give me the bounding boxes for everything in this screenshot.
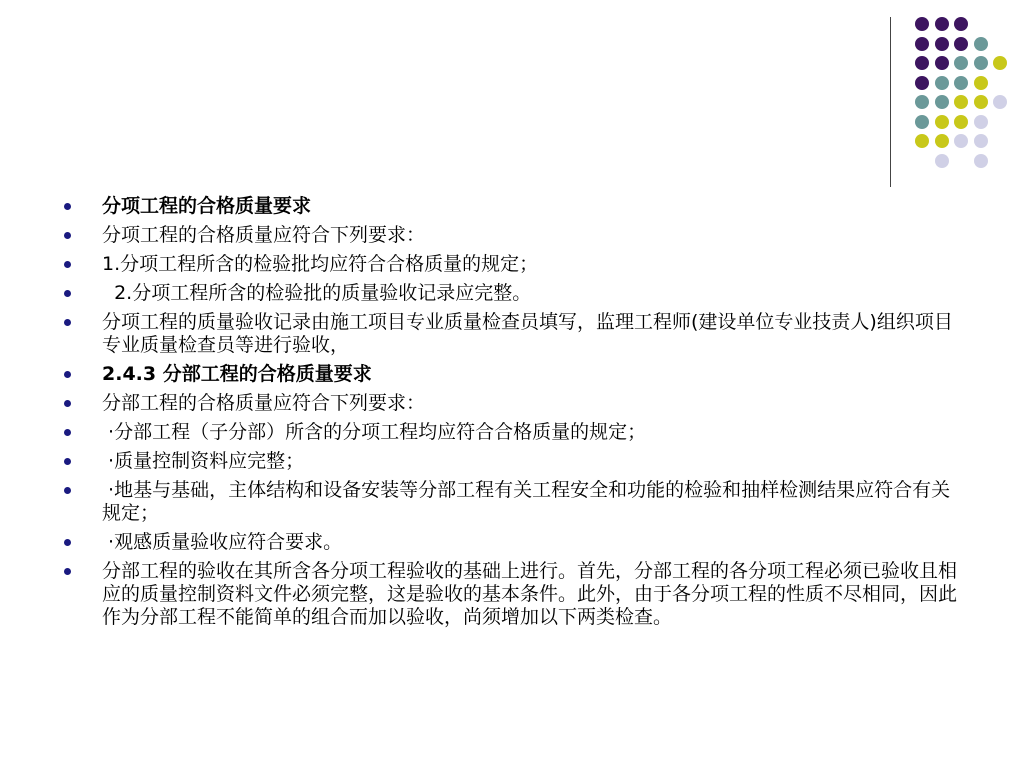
bullet-heading-text: 分项工程的合格质量要求 xyxy=(102,195,312,217)
bullet-text: 1.分项工程所含的检验批均应符合合格质量的规定； xyxy=(102,253,539,275)
bullet-item xyxy=(64,224,964,247)
decorative-dot xyxy=(974,56,988,70)
decorative-dot xyxy=(974,95,988,109)
decorative-dot xyxy=(915,17,929,31)
decorative-dot xyxy=(915,37,929,51)
bullet-text: ·地基与基础，主体结构和设备安装等分部工程有关工程安全和功能的检验和抽样检测结果应符合有关规定； xyxy=(102,479,951,524)
decorative-dot xyxy=(935,134,949,148)
bullet-text: ·质量控制资料应完整； xyxy=(102,450,305,472)
decorative-dot xyxy=(935,95,949,109)
bullet-text: 分部工程的验收在其所含各分项工程验收的基础上进行。首先，分部工程的各分项工程必须已验收且相应的质量控制资料文件必须完整，这是验收的基本条件。此外，由于各分项工程的性质不尽相同，因此作为分部工程不能简单的组合而加以验收，尚须增加以下两类检查。 xyxy=(102,560,958,628)
bullet-item xyxy=(64,421,964,444)
bullet-text: ·观感质量验收应符合要求。 xyxy=(102,531,343,553)
decorative-dot xyxy=(935,76,949,90)
bullet-item xyxy=(64,363,964,386)
decorative-dot xyxy=(993,95,1007,109)
decorative-dot xyxy=(915,134,929,148)
bullet-text: 分项工程的合格质量应符合下列要求： xyxy=(102,224,426,246)
decorative-dot xyxy=(993,56,1007,70)
bullet-marker xyxy=(64,319,71,326)
bullet-marker xyxy=(64,429,71,436)
bullet-item xyxy=(64,560,964,629)
decorative-dot xyxy=(974,76,988,90)
vertical-divider xyxy=(890,17,891,187)
decorative-dot xyxy=(935,37,949,51)
decorative-dot xyxy=(954,76,968,90)
bullet-marker xyxy=(64,232,71,239)
bullet-list xyxy=(64,195,964,629)
bullet-text: 分部工程的合格质量应符合下列要求： xyxy=(102,392,426,414)
bullet-item xyxy=(64,392,964,415)
decorative-dot xyxy=(935,56,949,70)
decorative-dot xyxy=(915,95,929,109)
bullet-marker xyxy=(64,568,71,575)
decorative-dot xyxy=(935,115,949,129)
decorative-dot xyxy=(915,56,929,70)
bullet-marker xyxy=(64,400,71,407)
bullet-item xyxy=(64,479,964,525)
bullet-marker xyxy=(64,261,71,268)
bullet-marker xyxy=(64,458,71,465)
decorative-dot xyxy=(954,17,968,31)
bullet-text: 分项工程的质量验收记录由施工项目专业质量检查员填写，监理工程师(建设单位专业技责人)组织项目专业质量检查员等进行验收， xyxy=(102,311,953,356)
decorative-dot xyxy=(915,76,929,90)
decorative-dot xyxy=(954,134,968,148)
bullet-text: 2.分项工程所含的检验批的质量验收记录应完整。 xyxy=(102,282,532,304)
decorative-dot xyxy=(954,56,968,70)
decorative-dot xyxy=(974,115,988,129)
decorative-dot xyxy=(974,134,988,148)
bullet-text: ·分部工程（子分部）所含的分项工程均应符合合格质量的规定； xyxy=(102,421,647,443)
decorative-dot xyxy=(954,37,968,51)
bullet-marker xyxy=(64,539,71,546)
decorative-dot xyxy=(954,115,968,129)
slide-content xyxy=(64,195,964,635)
decorative-dot xyxy=(935,17,949,31)
decorative-dot xyxy=(935,154,949,168)
bullet-marker xyxy=(64,487,71,494)
decorative-dot-grid xyxy=(0,0,1024,200)
bullet-item xyxy=(64,282,964,305)
bullet-marker xyxy=(64,203,71,210)
bullet-item xyxy=(64,253,964,276)
decorative-dot xyxy=(954,95,968,109)
bullet-item xyxy=(64,531,964,554)
bullet-item xyxy=(64,311,964,357)
decorative-dot xyxy=(974,154,988,168)
decorative-dot xyxy=(974,37,988,51)
bullet-heading-text: 2.4.3 分部工程的合格质量要求 xyxy=(102,363,372,385)
bullet-marker xyxy=(64,290,71,297)
bullet-item xyxy=(64,195,964,218)
bullet-marker xyxy=(64,371,71,378)
bullet-item xyxy=(64,450,964,473)
decorative-dot xyxy=(915,115,929,129)
